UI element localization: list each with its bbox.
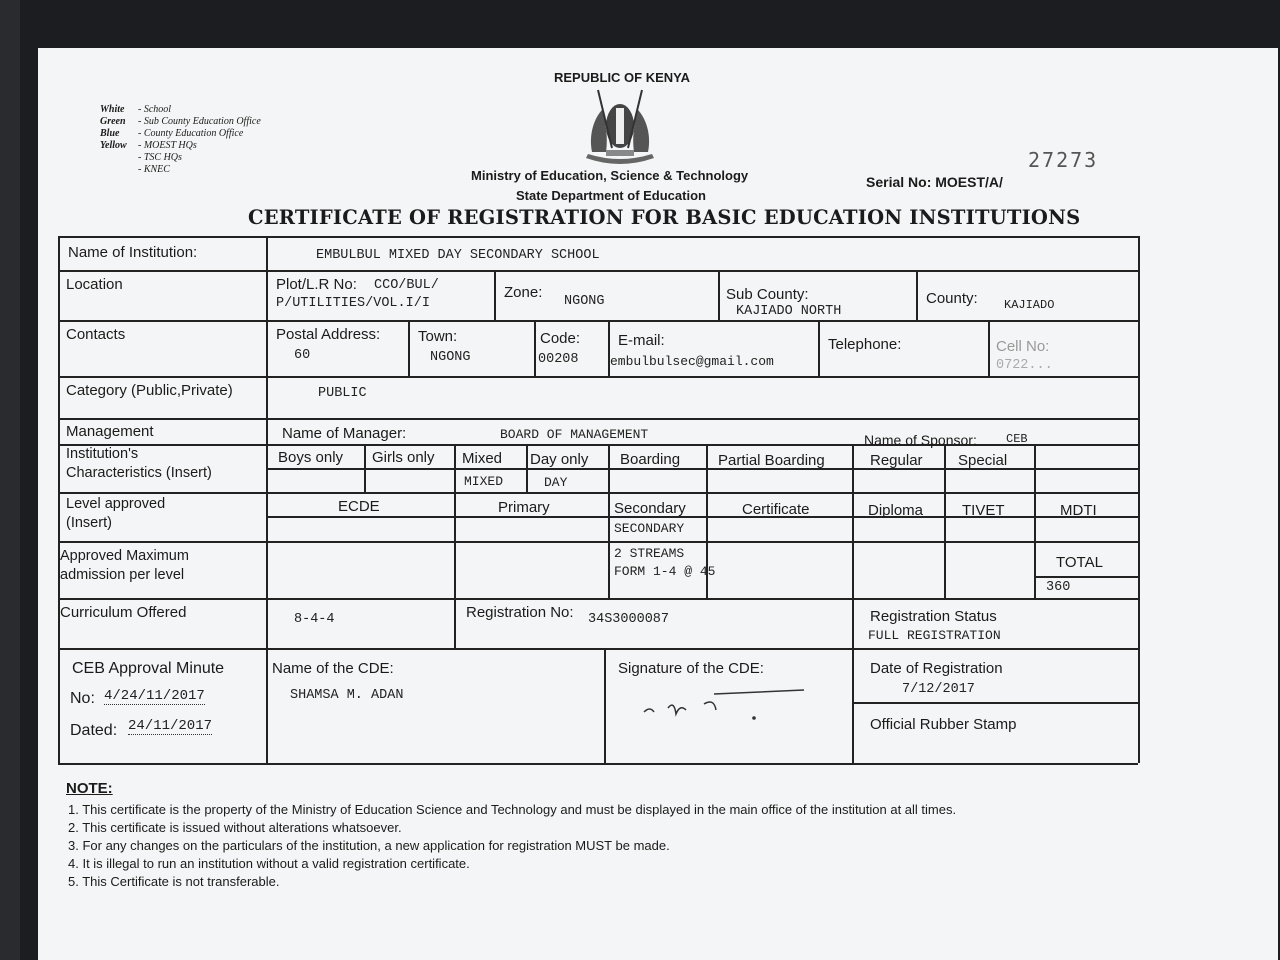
note-heading: NOTE: <box>66 780 113 797</box>
label-characteristics-line2: Characteristics (Insert) <box>66 465 212 481</box>
label-registration-status: Registration Status <box>870 608 997 625</box>
value-date-of-registration: 7/12/2017 <box>902 682 975 697</box>
value-sponsor: CEB <box>1006 432 1028 446</box>
value-total: 360 <box>1046 580 1071 595</box>
value-streams-line2: FORM 1-4 @ 45 <box>614 564 716 579</box>
label-cell: Cell No: <box>996 338 1050 355</box>
label-zone: Zone: <box>504 284 543 301</box>
label-day-only: Day only <box>530 451 589 468</box>
value-institution: EMBULBUL MIXED DAY SECONDARY SCHOOL <box>316 248 600 263</box>
value-cell: 0722... <box>996 358 1053 373</box>
label-location: Location <box>66 276 123 293</box>
label-date-of-registration: Date of Registration <box>870 660 1003 677</box>
label-category: Category (Public,Private) <box>66 382 233 399</box>
note-item-2: 2. This certificate is issued without alterations whatsoever. <box>68 820 402 835</box>
label-county: County: <box>926 290 978 307</box>
serial-number: 27273 <box>1028 148 1099 172</box>
value-registration-status: FULL REGISTRATION <box>868 628 1001 643</box>
value-code: 00208 <box>538 352 579 367</box>
label-plot: Plot/L.R No: <box>276 276 357 293</box>
label-management: Management <box>66 423 154 440</box>
republic-heading: REPUBLIC OF KENYA <box>554 70 691 85</box>
note-item-4: 4. It is illegal to run an institution without a valid registration certificate. <box>68 856 470 871</box>
label-certificate: Certificate <box>742 501 810 518</box>
value-ceb-no: 4/24/11/2017 <box>104 688 205 704</box>
label-rubber-stamp: Official Rubber Stamp <box>870 716 1017 733</box>
label-level-line2: (Insert) <box>66 515 112 531</box>
label-girls-only: Girls only <box>372 449 435 466</box>
registration-form-table <box>58 236 1138 763</box>
coat-of-arms-icon <box>572 82 668 168</box>
label-email: E-mail: <box>618 332 665 349</box>
value-plot-2: P/UTILITIES/VOL.I/I <box>276 296 430 311</box>
ministry-heading: Ministry of Education, Science & Technology <box>471 168 749 183</box>
label-partial-boarding: Partial Boarding <box>718 452 825 469</box>
value-manager: BOARD OF MANAGEMENT <box>500 427 649 442</box>
label-cde-signature: Signature of the CDE: <box>618 660 764 677</box>
value-cde-name: SHAMSA M. ADAN <box>290 688 404 703</box>
copy-distribution-legend: White - School Green - Sub County Education Office Blue - County Education Office Yellow - MOEST HQs - TSC HQs - KNEC <box>100 104 261 175</box>
label-sub-county: Sub County: <box>726 286 809 303</box>
certificate-sheet <box>38 48 1278 960</box>
label-boarding: Boarding <box>620 451 681 468</box>
label-name-of-institution: Name of Institution: <box>68 244 198 261</box>
value-secondary: SECONDARY <box>614 521 685 536</box>
label-boys-only: Boys only <box>278 449 344 466</box>
label-cde-name: Name of the CDE: <box>272 660 394 677</box>
value-mixed: MIXED <box>464 474 504 489</box>
value-sub-county: KAJIADO NORTH <box>736 304 842 319</box>
value-zone: NGONG <box>564 294 605 309</box>
label-name-of-manager: Name of Manager: <box>282 425 407 442</box>
value-county: KAJIADO <box>1004 298 1055 312</box>
note-item-3: 3. For any changes on the particulars of the institution, a new application for registration MUST be made. <box>68 838 670 853</box>
label-name-of-sponsor: Name of Sponsor: <box>864 432 977 448</box>
label-diploma: Diploma <box>868 502 924 519</box>
label-mdti: MDTI <box>1060 502 1097 519</box>
value-registration-no: 34S3000087 <box>588 612 670 627</box>
label-telephone: Telephone: <box>828 336 902 353</box>
cde-signature-mark <box>634 684 814 724</box>
label-registration-no: Registration No: <box>466 604 574 621</box>
label-primary: Primary <box>498 499 550 516</box>
label-special: Special <box>958 452 1008 469</box>
note-item-5: 5. This Certificate is not transferable. <box>68 874 280 889</box>
value-day: DAY <box>544 475 568 490</box>
label-ecde: ECDE <box>338 498 380 515</box>
state-department-heading: State Department of Education <box>516 188 706 203</box>
value-curriculum: 8-4-4 <box>294 612 335 627</box>
label-town: Town: <box>418 328 458 345</box>
label-contacts: Contacts <box>66 326 126 343</box>
label-ceb-no: No: <box>70 690 95 707</box>
label-secondary: Secondary <box>614 500 686 517</box>
value-category: PUBLIC <box>318 386 367 401</box>
serial-label: Serial No: MOEST/A/ <box>866 174 1003 190</box>
label-tivet: TIVET <box>962 502 1005 519</box>
value-email: embulbulsec@gmail.com <box>610 354 774 369</box>
value-plot-1: CCO/BUL/ <box>374 278 439 293</box>
value-ceb-dated: 24/11/2017 <box>128 718 213 734</box>
label-postal-address: Postal Address: <box>276 326 381 343</box>
value-streams-line1: 2 STREAMS <box>614 546 685 561</box>
label-max-admission-line1: Approved Maximum <box>60 548 189 564</box>
label-characteristics-line1: Institution's <box>66 446 139 462</box>
label-max-admission-line2: admission per level <box>60 567 185 583</box>
label-curriculum: Curriculum Offered <box>60 604 187 621</box>
label-ceb-approval-minute: CEB Approval Minute <box>72 660 225 677</box>
label-level-line1: Level approved <box>66 496 166 512</box>
label-total: TOTAL <box>1056 554 1103 571</box>
certificate-title: CERTIFICATE OF REGISTRATION FOR BASIC EDUCATION INSTITUTIONS <box>248 206 1081 229</box>
value-postal: 60 <box>294 348 311 363</box>
value-town: NGONG <box>430 350 471 365</box>
label-mixed: Mixed <box>462 450 503 467</box>
label-ceb-dated: Dated: <box>70 722 118 739</box>
note-item-1: 1. This certificate is the property of the Ministry of Education Science and Technology and must be displayed in the main office of the institution at all times. <box>68 802 957 817</box>
label-regular: Regular <box>870 452 923 469</box>
label-code: Code: <box>540 330 581 347</box>
